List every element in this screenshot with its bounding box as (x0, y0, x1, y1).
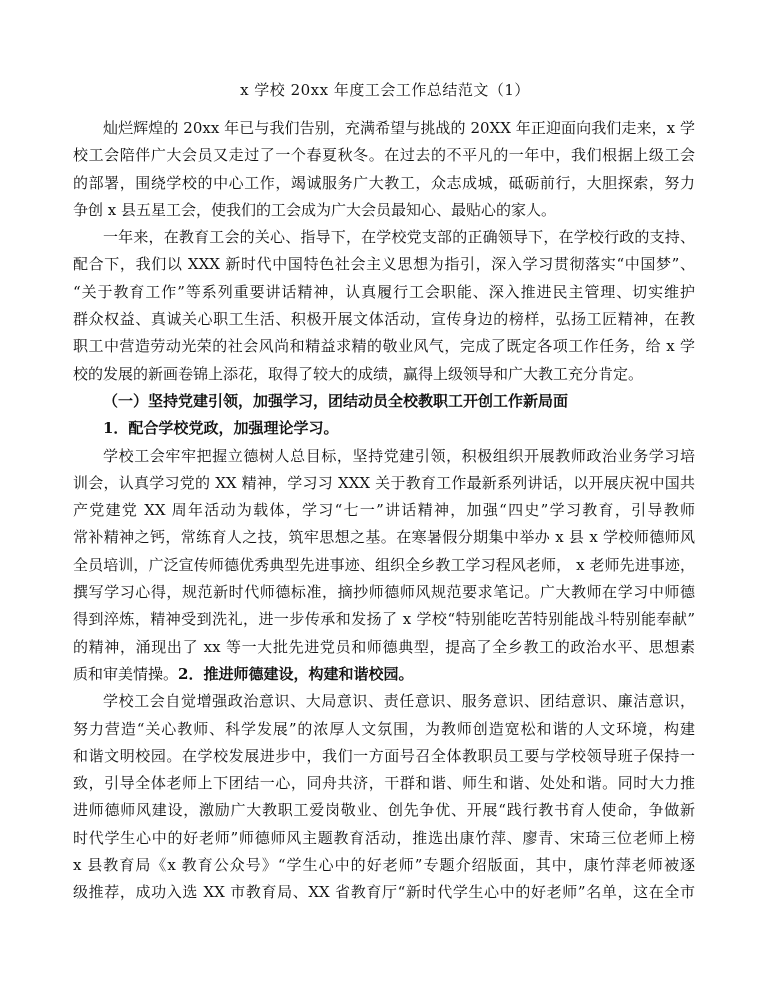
text-line: 常补精神之钙，常练育人之技，筑牢思想之基。在寒暑假分期集中举办 x 县 x 学校师德师风 (73, 528, 695, 547)
text-line: 配合下，我们以 XXX 新时代中国特色社会主义思想为指引，深入学习贯彻落实“中国梦”、 (73, 255, 695, 274)
text-line: 时代学生心中的好老师”师德师风主题教育活动，推选出康竹萍、廖青、宋琦三位老师上榜 (73, 828, 695, 847)
text-line: 校工会陪伴广大会员又走过了一个春夏秋冬。在过去的不平凡的一年中，我们根据上级工会 (73, 146, 695, 165)
document-body (73, 115, 695, 907)
document-title: x 学校 20xx 年度工会工作总结范文（1） (240, 81, 530, 99)
text-line: 级推荐，成功入选 XX 市教育局、XX 省教育厅“新时代学生心中的好老师”名单，这在全市 (73, 883, 695, 902)
text-line: “关于教育工作”等系列重要讲话精神，认真履行工会职能、深入推进民主管理、切实维护 (73, 282, 695, 301)
text-line: 的部署，围绕学校的中心工作，竭诚服务广大教工，众志成城，砥砺前行，大胆探索，努力 (73, 173, 695, 192)
text-line: 产党建党 XX 周年活动为载体，学习“七一”讲话精神，加强“四史”学习教育，引导教师 (73, 501, 695, 520)
text-line: 争创 x 县五星工会，使我们的工会成为广大会员最知心、最贴心的家人。 (73, 200, 556, 219)
text-line: 撰写学习心得，规范新时代师德标准，摘抄师德师风规范要求笔记。广大教师在学习中师德 (73, 583, 695, 602)
text-line (73, 661, 695, 688)
text-line: 得到淬炼，精神受到洗礼，进一步传承和发扬了 x 学校“特别能吃苦特别能战斗特别能奉献” (73, 610, 695, 629)
text-line: 职工中营造劳动光荣的社会风尚和精益求精的敬业风气，完成了既定各项工作任务，给 x 学 (73, 337, 695, 356)
text-line: 的精神，涌现出了 xx 等一大批先进党员和师德典型，提高了全乡教工的政治水平、思想素 (73, 637, 695, 656)
text-line: 灿烂辉煌的 20xx 年已与我们告别，充满希望与挑战的 20XX 年正迎面向我们走来，x 学 (103, 119, 695, 137)
subsection-heading: 2．推进师德建设，构建和谐校园。 (178, 664, 414, 683)
text-line: 学校工会牢牢把握立德树人总目标，坚持党建引领，积极组织开展教师政治业务学习培 (103, 446, 695, 465)
text-line: 一年来，在教育工会的关心、指导下，在学校党支部的正确领导下，在学校行政的支持、 (103, 228, 695, 247)
text-line: 群众权益、真诚关心职工生活、积极开展文体活动，宣传身边的榜样，弘扬工匠精神，在教 (73, 310, 695, 329)
text-line: 和谐文明校园。在学校发展进步中，我们一方面号召全体教职员工要与学校领导班子保持一 (73, 746, 695, 765)
text-line: x 县教育局《x 教育公众号》“学生心中的好老师”专题介绍版面，其中，康竹萍老师被逐 (73, 856, 695, 875)
text-line: 努力营造“关心教师、科学发展”的浓厚人文氛围，为教师创造宽松和谐的人文环境，构建 (73, 719, 695, 738)
text-line: 训会，认真学习党的 XX 精神，学习习 XXX 关于教育工作最新系列讲话，以开展庆祝中国共 (73, 473, 695, 492)
text-line: 致，引导全体老师上下团结一心，同舟共济，干群和谐、师生和谐、处处和谐。同时大力推 (73, 774, 695, 793)
subsection-heading: 1．配合学校党政，加强理论学习。 (103, 419, 339, 438)
text-line: 学校工会自觉增强政治意识、大局意识、责任意识、服务意识、团结意识、廉洁意识， (103, 692, 695, 711)
text-line: 进师德师风建设，激励广大教职工爱岗敬业、创先争优、开展“践行教书育人使命，争做新 (73, 801, 695, 820)
section-heading: （一）坚持党建引领，加强学习，团结动员全校教职工开创工作新局面 (103, 391, 569, 410)
text-segment: 质和审美情操。 (73, 664, 179, 683)
text-line: 校的发展的新画卷锦上添花，取得了较大的成绩，赢得上级领导和广大教工充分肯定。 (73, 364, 644, 383)
text-line: 全员培训，广泛宣传师德优秀典型先进事迹、组织全乡教工学习程风老师， x 老师先进事迹， (73, 555, 695, 574)
